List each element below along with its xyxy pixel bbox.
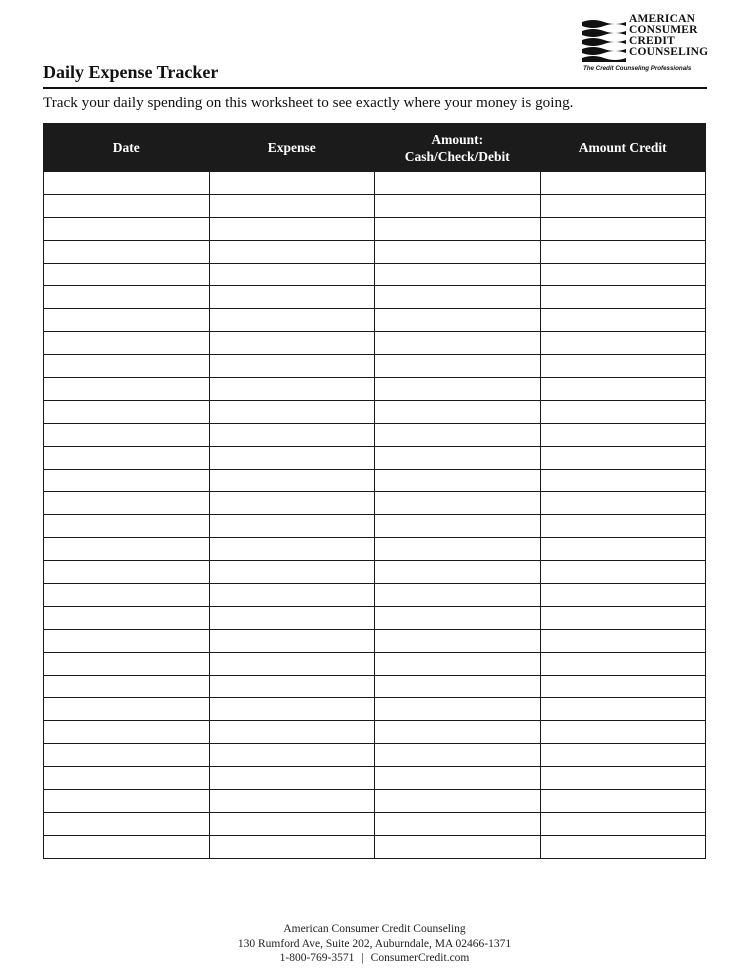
footer-separator: | [361, 952, 364, 964]
table-row [44, 286, 706, 309]
cell-expense[interactable] [209, 492, 375, 515]
table-row [44, 675, 706, 698]
cell-expense[interactable] [209, 744, 375, 767]
column-header-date: Date [44, 124, 210, 172]
cell-amount-cash[interactable] [375, 423, 541, 446]
cell-amount-credit[interactable] [540, 584, 706, 607]
cell-amount-cash[interactable] [375, 515, 541, 538]
cell-amount-cash[interactable] [375, 492, 541, 515]
logo-wordmark [629, 14, 708, 58]
table-row [44, 744, 706, 767]
cell-date[interactable] [44, 309, 210, 332]
footer-phone: 1-800-769-3571 [279, 952, 355, 964]
cell-amount-credit[interactable] [540, 538, 706, 561]
logo-line: CREDIT [629, 35, 675, 47]
flag-stripes-icon [582, 18, 626, 62]
cell-expense[interactable] [209, 721, 375, 744]
cell-amount-cash[interactable] [375, 446, 541, 469]
cell-amount-credit[interactable] [540, 446, 706, 469]
logo [580, 14, 710, 76]
column-header-amount-line2: Cash/Check/Debit [404, 148, 510, 164]
table-row [44, 812, 706, 835]
page-title: Daily Expense Tracker [43, 62, 219, 82]
cell-amount-cash[interactable] [375, 698, 541, 721]
cell-date[interactable] [44, 469, 210, 492]
cell-amount-credit[interactable] [540, 469, 706, 492]
column-header-amount-cash [375, 124, 541, 172]
cell-expense[interactable] [209, 515, 375, 538]
cell-date[interactable] [44, 446, 210, 469]
cell-date[interactable] [44, 240, 210, 263]
cell-expense[interactable] [209, 217, 375, 240]
table-row [44, 332, 706, 355]
cell-amount-credit[interactable] [540, 492, 706, 515]
cell-amount-credit[interactable] [540, 744, 706, 767]
cell-expense[interactable] [209, 698, 375, 721]
cell-expense[interactable] [209, 629, 375, 652]
cell-date[interactable] [44, 263, 210, 286]
cell-date[interactable] [44, 652, 210, 675]
table-row [44, 767, 706, 790]
cell-expense[interactable] [209, 767, 375, 790]
instructions-text: Track your daily spending on this worksheet to see exactly where your money is going. [43, 94, 574, 111]
cell-date[interactable] [44, 790, 210, 813]
table-row [44, 584, 706, 607]
cell-amount-cash[interactable] [375, 629, 541, 652]
table-row [44, 515, 706, 538]
cell-expense[interactable] [209, 240, 375, 263]
table-row [44, 400, 706, 423]
cell-date[interactable] [44, 812, 210, 835]
table-row [44, 538, 706, 561]
footer-address: 130 Rumford Ave, Suite 202, Auburndale, MA 02466-1371 [237, 937, 512, 950]
cell-amount-credit[interactable] [540, 629, 706, 652]
cell-expense[interactable] [209, 606, 375, 629]
table-row [44, 355, 706, 378]
table-row [44, 492, 706, 515]
cell-amount-credit[interactable] [540, 263, 706, 286]
logo-tagline: The Credit Counseling Professionals [583, 65, 692, 72]
cell-amount-cash[interactable] [375, 744, 541, 767]
cell-expense[interactable] [209, 400, 375, 423]
cell-amount-credit[interactable] [540, 675, 706, 698]
cell-date[interactable] [44, 538, 210, 561]
cell-amount-cash[interactable] [375, 355, 541, 378]
cell-amount-cash[interactable] [375, 309, 541, 332]
cell-amount-cash[interactable] [375, 400, 541, 423]
table-row [44, 423, 706, 446]
cell-date[interactable] [44, 286, 210, 309]
table-row [44, 790, 706, 813]
cell-amount-credit[interactable] [540, 721, 706, 744]
cell-date[interactable] [44, 561, 210, 584]
cell-date[interactable] [44, 194, 210, 217]
cell-date[interactable] [44, 492, 210, 515]
table-body [44, 172, 706, 859]
cell-amount-credit[interactable] [540, 790, 706, 813]
cell-amount-credit[interactable] [540, 172, 706, 195]
cell-amount-cash[interactable] [375, 332, 541, 355]
table-row [44, 561, 706, 584]
table-row [44, 263, 706, 286]
cell-amount-cash[interactable] [375, 194, 541, 217]
cell-amount-credit[interactable] [540, 355, 706, 378]
cell-date[interactable] [44, 355, 210, 378]
cell-amount-credit[interactable] [540, 652, 706, 675]
cell-expense[interactable] [209, 309, 375, 332]
table-row [44, 446, 706, 469]
cell-amount-credit[interactable] [540, 378, 706, 401]
cell-date[interactable] [44, 629, 210, 652]
cell-amount-credit[interactable] [540, 400, 706, 423]
footer-org: American Consumer Credit Counseling [283, 923, 466, 935]
cell-date[interactable] [44, 767, 210, 790]
cell-expense[interactable] [209, 286, 375, 309]
cell-amount-cash[interactable] [375, 652, 541, 675]
cell-amount-credit[interactable] [540, 240, 706, 263]
table-row [44, 698, 706, 721]
cell-amount-cash[interactable] [375, 240, 541, 263]
cell-amount-cash[interactable] [375, 675, 541, 698]
cell-amount-cash[interactable] [375, 172, 541, 195]
cell-expense[interactable] [209, 561, 375, 584]
cell-amount-credit[interactable] [540, 812, 706, 835]
cell-amount-cash[interactable] [375, 606, 541, 629]
table-row [44, 652, 706, 675]
cell-date[interactable] [44, 584, 210, 607]
cell-date[interactable] [44, 698, 210, 721]
footer-contact [0, 951, 749, 966]
cell-amount-credit[interactable] [540, 698, 706, 721]
logo-line: CONSUMER [629, 24, 698, 36]
cell-expense[interactable] [209, 584, 375, 607]
cell-amount-credit[interactable] [540, 194, 706, 217]
cell-date[interactable] [44, 515, 210, 538]
title-divider [43, 87, 707, 89]
cell-date[interactable] [44, 400, 210, 423]
table-row [44, 309, 706, 332]
cell-amount-credit[interactable] [540, 835, 706, 858]
cell-date[interactable] [44, 378, 210, 401]
cell-expense[interactable] [209, 812, 375, 835]
cell-amount-credit[interactable] [540, 515, 706, 538]
table-row [44, 378, 706, 401]
cell-amount-credit[interactable] [540, 286, 706, 309]
cell-date[interactable] [44, 217, 210, 240]
cell-expense[interactable] [209, 675, 375, 698]
footer-website[interactable]: ConsumerCredit.com [370, 952, 470, 964]
cell-amount-cash[interactable] [375, 378, 541, 401]
cell-date[interactable] [44, 606, 210, 629]
cell-amount-credit[interactable] [540, 423, 706, 446]
cell-date[interactable] [44, 835, 210, 858]
cell-expense[interactable] [209, 538, 375, 561]
cell-amount-credit[interactable] [540, 561, 706, 584]
cell-expense[interactable] [209, 194, 375, 217]
cell-amount-credit[interactable] [540, 217, 706, 240]
cell-amount-credit[interactable] [540, 332, 706, 355]
cell-amount-cash[interactable] [375, 538, 541, 561]
cell-date[interactable] [44, 423, 210, 446]
cell-amount-cash[interactable] [375, 790, 541, 813]
cell-amount-cash[interactable] [375, 469, 541, 492]
cell-amount-cash[interactable] [375, 263, 541, 286]
cell-amount-credit[interactable] [540, 606, 706, 629]
cell-expense[interactable] [209, 446, 375, 469]
cell-amount-cash[interactable] [375, 561, 541, 584]
logo-line: COUNSELING [629, 46, 709, 58]
table-row [44, 194, 706, 217]
table-row [44, 172, 706, 195]
logo-line: AMERICAN [629, 13, 696, 25]
cell-expense[interactable] [209, 835, 375, 858]
cell-date[interactable] [44, 172, 210, 195]
cell-amount-cash[interactable] [375, 767, 541, 790]
cell-amount-cash[interactable] [375, 217, 541, 240]
table-header-row [44, 124, 706, 172]
cell-date[interactable] [44, 744, 210, 767]
cell-amount-cash[interactable] [375, 584, 541, 607]
table-row [44, 606, 706, 629]
cell-date[interactable] [44, 721, 210, 744]
expense-table [43, 123, 706, 859]
cell-expense[interactable] [209, 469, 375, 492]
cell-expense[interactable] [209, 172, 375, 195]
cell-expense[interactable] [209, 790, 375, 813]
cell-amount-cash[interactable] [375, 812, 541, 835]
cell-expense[interactable] [209, 423, 375, 446]
table-row [44, 469, 706, 492]
table-row [44, 217, 706, 240]
cell-expense[interactable] [209, 652, 375, 675]
table-row [44, 835, 706, 858]
cell-expense[interactable] [209, 378, 375, 401]
table-row [44, 721, 706, 744]
column-header-amount-line1: Amount: [431, 131, 484, 147]
cell-amount-credit[interactable] [540, 309, 706, 332]
column-header-amount-credit: Amount Credit [540, 124, 706, 172]
cell-date[interactable] [44, 332, 210, 355]
table-row [44, 240, 706, 263]
cell-amount-cash[interactable] [375, 835, 541, 858]
cell-amount-credit[interactable] [540, 767, 706, 790]
cell-amount-cash[interactable] [375, 286, 541, 309]
cell-expense[interactable] [209, 263, 375, 286]
footer [0, 922, 749, 966]
table-row [44, 629, 706, 652]
cell-amount-cash[interactable] [375, 721, 541, 744]
cell-expense[interactable] [209, 355, 375, 378]
cell-date[interactable] [44, 675, 210, 698]
column-header-expense: Expense [209, 124, 375, 172]
cell-expense[interactable] [209, 332, 375, 355]
